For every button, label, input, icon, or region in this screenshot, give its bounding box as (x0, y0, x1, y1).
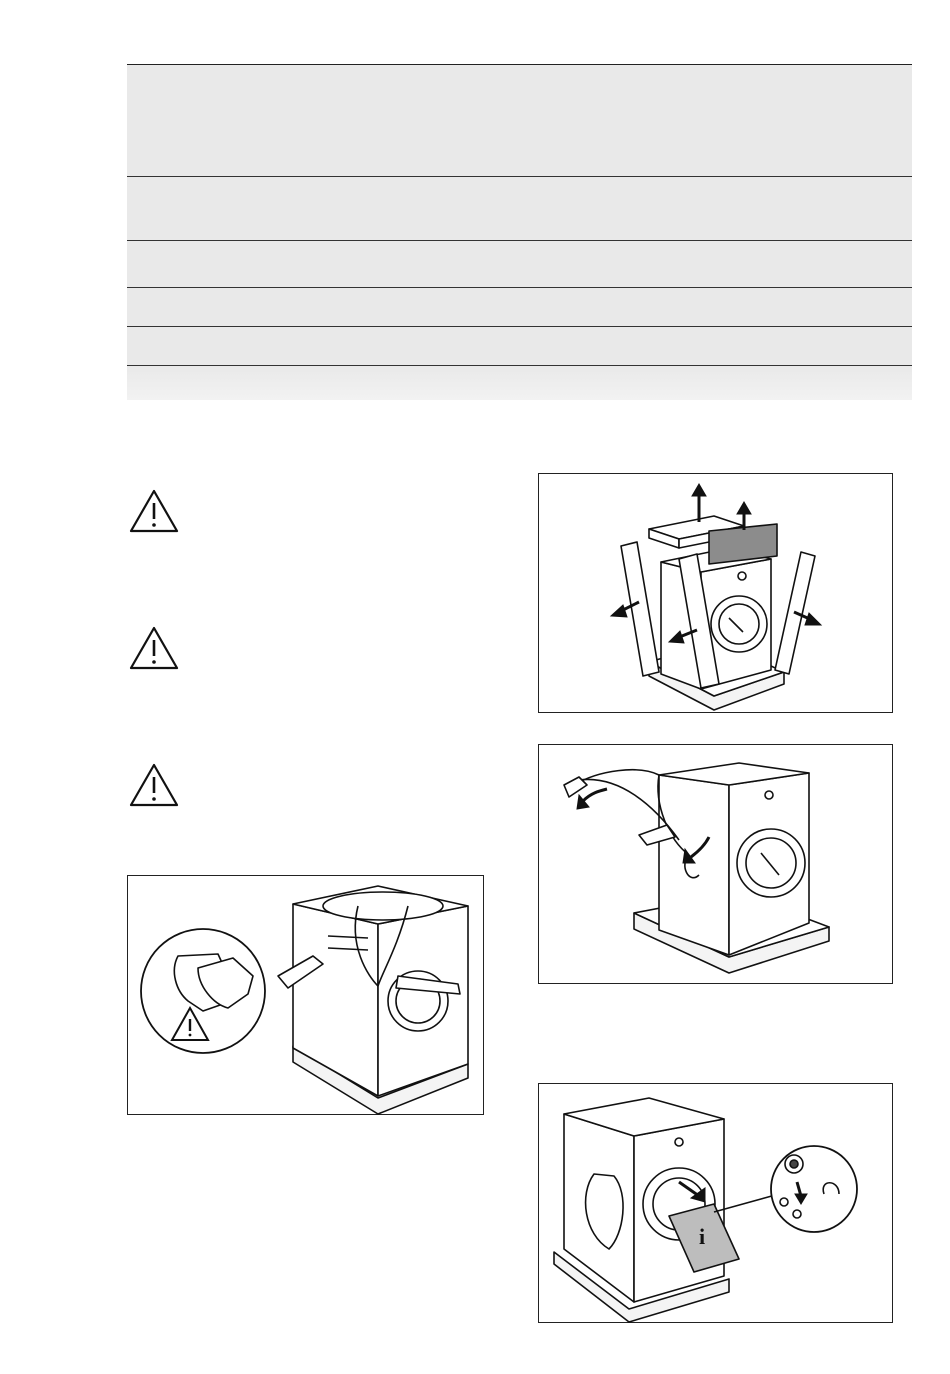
gloves-and-cutting-illustration (128, 876, 485, 1116)
packaging-removal-figure (538, 473, 893, 713)
warning-triangle-icon (128, 762, 180, 808)
accessories-bag-removal-illustration (539, 1084, 894, 1324)
washing-machine-cover-removal-illustration (539, 745, 894, 985)
table-row (127, 327, 912, 366)
gloves-cutting-figure (127, 875, 484, 1115)
table-row (127, 288, 912, 327)
warning-triangle-icon (128, 488, 180, 534)
washing-machine-packaging-removal-illustration (539, 474, 894, 714)
svg-text:i: i (699, 1224, 706, 1249)
cover-removal-figure (538, 744, 893, 984)
table-footer-band (127, 366, 912, 400)
table-row (127, 65, 912, 177)
table-row (127, 177, 912, 241)
accessories-bag-figure (538, 1083, 893, 1323)
warning-triangle-icon (128, 625, 180, 671)
technical-data-table (127, 64, 912, 400)
table-row (127, 241, 912, 288)
